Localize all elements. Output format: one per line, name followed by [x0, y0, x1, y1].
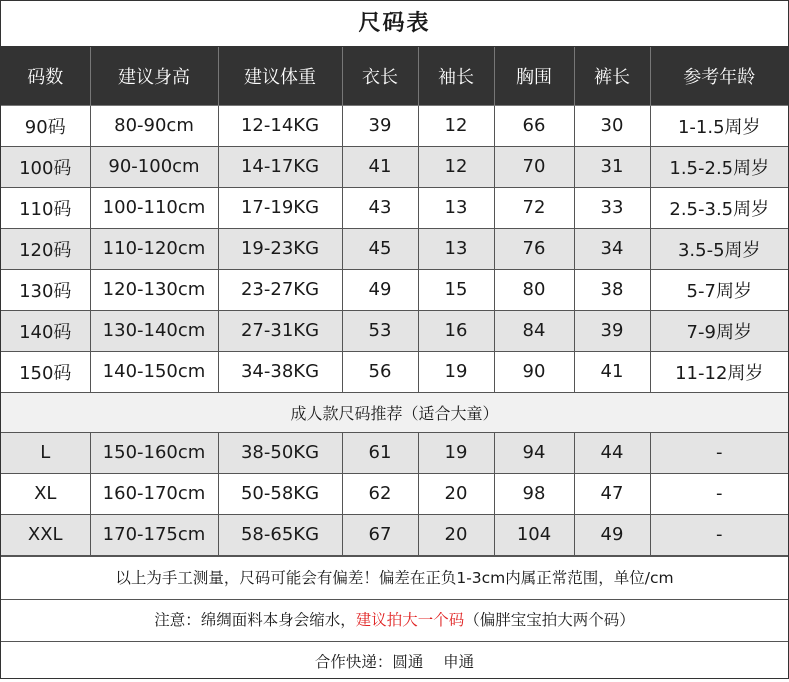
- table-row: [1, 310, 788, 351]
- measurement-note: 以上为手工测量，尺码可能会有偏差！偏差在正负1-3cm内属正常范围，单位/cm: [1, 556, 788, 599]
- table-cell: 33: [574, 187, 650, 228]
- courier-note: 合作快递：圆通 申通: [1, 641, 788, 682]
- table-cell: 43: [342, 187, 418, 228]
- table-row: [1, 473, 788, 514]
- table-cell: 12: [418, 105, 494, 146]
- table-cell: 100-110cm: [90, 187, 218, 228]
- table-cell: 2.5-3.5周岁: [650, 187, 788, 228]
- table-row: [1, 432, 788, 473]
- table-cell: 110码: [1, 187, 90, 228]
- table-cell: 90: [494, 351, 574, 392]
- header-chest: 胸围: [494, 47, 574, 105]
- table-cell: 15: [418, 269, 494, 310]
- table-cell: 31: [574, 146, 650, 187]
- adult-section-label: 成人款尺码推荐（适合大童）: [1, 392, 788, 432]
- table-cell: 90码: [1, 105, 90, 146]
- table-cell: 98: [494, 473, 574, 514]
- table-cell: 80-90cm: [90, 105, 218, 146]
- table-cell: 27-31KG: [218, 310, 342, 351]
- table-cell: 34: [574, 228, 650, 269]
- table-cell: 120-130cm: [90, 269, 218, 310]
- table-cell: -: [650, 514, 788, 555]
- table-cell: 49: [342, 269, 418, 310]
- table-cell: 120码: [1, 228, 90, 269]
- table-cell: 34-38KG: [218, 351, 342, 392]
- table-cell: 1.5-2.5周岁: [650, 146, 788, 187]
- size-table: [1, 47, 788, 556]
- table-cell: 140码: [1, 310, 90, 351]
- table-row: [1, 228, 788, 269]
- table-cell: 13: [418, 187, 494, 228]
- table-cell: 41: [574, 351, 650, 392]
- header-age: 参考年龄: [650, 47, 788, 105]
- table-cell: 7-9周岁: [650, 310, 788, 351]
- shrink-note-prefix: 注意：绵绸面料本身会缩水，: [154, 610, 356, 629]
- table-cell: 160-170cm: [90, 473, 218, 514]
- table-cell: 130码: [1, 269, 90, 310]
- table-cell: 61: [342, 432, 418, 473]
- table-cell: 84: [494, 310, 574, 351]
- table-cell: 12: [418, 146, 494, 187]
- header-weight: 建议体重: [218, 47, 342, 105]
- shrink-note-suffix: （偏胖宝宝拍大两个码）: [464, 610, 635, 629]
- table-cell: 41: [342, 146, 418, 187]
- table-cell: 66: [494, 105, 574, 146]
- table-cell: 53: [342, 310, 418, 351]
- table-cell: -: [650, 432, 788, 473]
- table-cell: 30: [574, 105, 650, 146]
- header-length: 衣长: [342, 47, 418, 105]
- table-cell: 70: [494, 146, 574, 187]
- table-row: [1, 105, 788, 146]
- table-cell: 94: [494, 432, 574, 473]
- table-cell: 90-100cm: [90, 146, 218, 187]
- table-cell: 49: [574, 514, 650, 555]
- adult-section-row: [1, 392, 788, 432]
- table-cell: 38: [574, 269, 650, 310]
- table-cell: 76: [494, 228, 574, 269]
- table-cell: L: [1, 432, 90, 473]
- table-cell: 150-160cm: [90, 432, 218, 473]
- table-cell: -: [650, 473, 788, 514]
- table-cell: 3.5-5周岁: [650, 228, 788, 269]
- table-cell: XL: [1, 473, 90, 514]
- table-cell: 44: [574, 432, 650, 473]
- table-cell: 5-7周岁: [650, 269, 788, 310]
- table-cell: 39: [342, 105, 418, 146]
- header-pants: 裤长: [574, 47, 650, 105]
- table-cell: 20: [418, 514, 494, 555]
- table-cell: 140-150cm: [90, 351, 218, 392]
- table-cell: 130-140cm: [90, 310, 218, 351]
- table-cell: 58-65KG: [218, 514, 342, 555]
- table-cell: 45: [342, 228, 418, 269]
- table-cell: 39: [574, 310, 650, 351]
- chart-title: 尺码表: [1, 1, 788, 47]
- table-cell: 62: [342, 473, 418, 514]
- table-cell: 56: [342, 351, 418, 392]
- table-cell: 47: [574, 473, 650, 514]
- table-cell: XXL: [1, 514, 90, 555]
- table-cell: 67: [342, 514, 418, 555]
- table-cell: 170-175cm: [90, 514, 218, 555]
- table-cell: 11-12周岁: [650, 351, 788, 392]
- table-cell: 12-14KG: [218, 105, 342, 146]
- table-cell: 150码: [1, 351, 90, 392]
- table-cell: 14-17KG: [218, 146, 342, 187]
- header-row: [1, 47, 788, 105]
- table-cell: 20: [418, 473, 494, 514]
- table-cell: 38-50KG: [218, 432, 342, 473]
- table-cell: 1-1.5周岁: [650, 105, 788, 146]
- table-cell: 19: [418, 351, 494, 392]
- shrink-note: [1, 599, 788, 641]
- shrink-note-highlight: 建议拍大一个码: [355, 610, 465, 629]
- table-row: [1, 351, 788, 392]
- table-row: [1, 146, 788, 187]
- table-row: [1, 514, 788, 555]
- table-cell: 50-58KG: [218, 473, 342, 514]
- table-cell: 13: [418, 228, 494, 269]
- table-cell: 19: [418, 432, 494, 473]
- table-cell: 17-19KG: [218, 187, 342, 228]
- table-cell: 72: [494, 187, 574, 228]
- table-cell: 100码: [1, 146, 90, 187]
- table-row: [1, 187, 788, 228]
- table-row: [1, 269, 788, 310]
- header-height: 建议身高: [90, 47, 218, 105]
- header-sleeve: 袖长: [418, 47, 494, 105]
- header-size: 码数: [1, 47, 90, 105]
- table-cell: 110-120cm: [90, 228, 218, 269]
- table-cell: 23-27KG: [218, 269, 342, 310]
- table-cell: 104: [494, 514, 574, 555]
- table-cell: 16: [418, 310, 494, 351]
- table-cell: 80: [494, 269, 574, 310]
- table-cell: 19-23KG: [218, 228, 342, 269]
